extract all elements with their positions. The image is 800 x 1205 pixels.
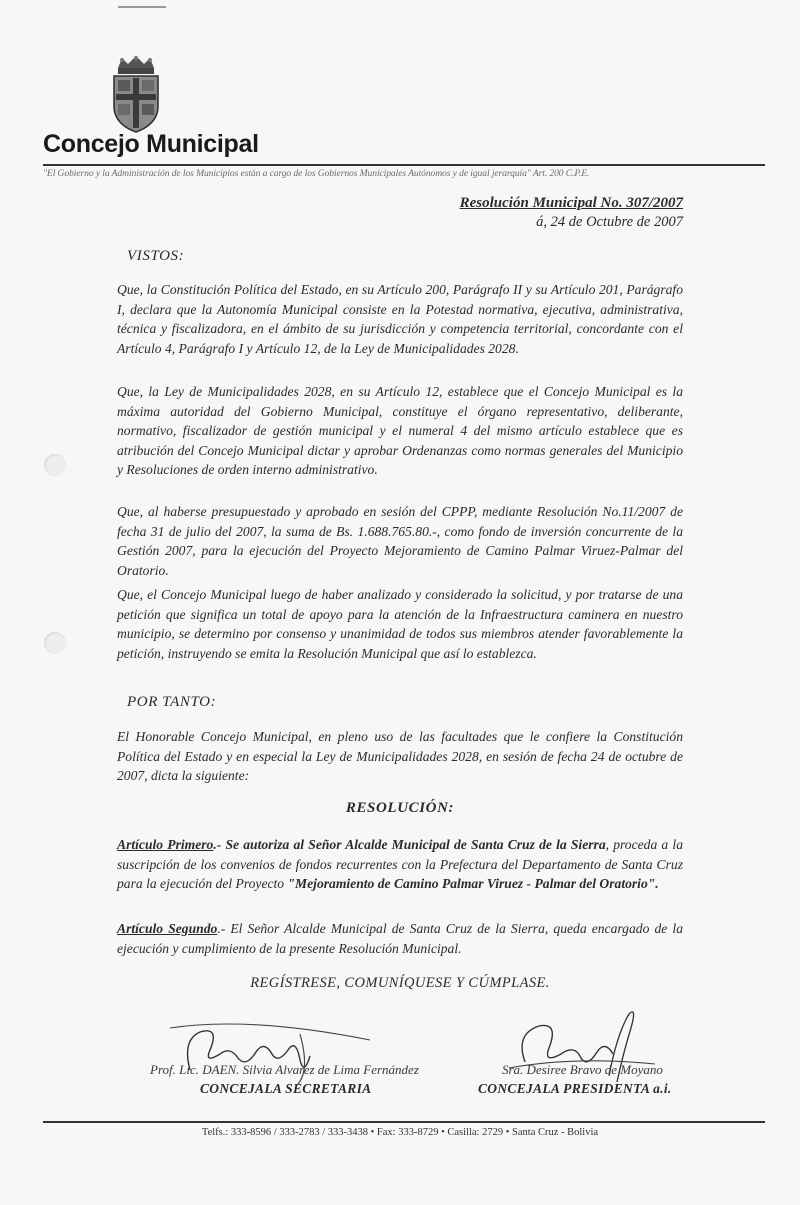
article-two — [117, 919, 683, 958]
vistos-heading: VISTOS: — [127, 248, 185, 264]
article-one-authorization: .- Se autoriza al Señor Alcalde Municipal de Santa Cruz de la Sierra — [213, 837, 606, 852]
org-name: Concejo Municipal — [43, 130, 259, 158]
signatory-secretaria-name: Prof. Lic. DAEN. Silvia Alvarez de Lima Fernández — [150, 1062, 419, 1077]
article-two-label: Artículo Segundo — [117, 921, 218, 936]
article-one — [117, 835, 683, 894]
punch-hole — [44, 454, 66, 476]
vistos-paragraph-4: Que, el Concejo Municipal luego de haber analizado y considerado la solicitud, y por tratarse de una petición que significa un total de apoyo para la atención de la Infraestructura caminera en nuestro municipio, se determino por consenso y unanimidad de todos sus miembros atender favorablemente la petición, instruyendo se emita la Resolución Municipal que así lo establezca. — [117, 587, 683, 661]
footer-rule — [43, 1121, 765, 1123]
signatory-presidenta-name: Sra. Desiree Bravo de Moyano — [502, 1062, 663, 1077]
signatory-presidenta — [478, 1062, 672, 1097]
por-tanto-heading: POR TANTO: — [127, 694, 217, 710]
footer-contact: Telfs.: 333-8596 / 333-2783 / 333-3438 • Fax: 333-8729 • Casilla: 2729 • Santa Cruz - Bolivia — [201, 1127, 599, 1138]
signatory-presidenta-role: CONCEJALA PRESIDENTA a.i. — [478, 1081, 672, 1096]
closing-formula: REGÍSTRESE, COMUNÍQUESE Y CÚMPLASE. — [250, 975, 550, 991]
header-motto: "El Gobierno y la Administración de los Municipios están a cargo de los Gobiernos Municipales Autónomos y de igual jerarquía" Art. 200 C.P.E. — [43, 168, 590, 179]
article-one-text: , proceda a la suscripción de los convenios de fondos recurrentes con la Prefectura del Departamento de Santa Cruz para la ejecución del Proyecto — [117, 837, 683, 892]
por-tanto-paragraph: El Honorable Concejo Municipal, en pleno uso de las facultades que le confiere la Constitución Política del Estado y en especial la Ley de Municipalidades 2028, en sesión de fecha 24 de octubre de 2007, dicta la siguiente: — [117, 729, 683, 784]
signatory-secretaria — [150, 1062, 419, 1097]
resolution-date: á, 24 de Octubre de 2007 — [536, 214, 683, 230]
punch-hole — [44, 632, 66, 654]
article-two-text: .- El Señor Alcalde Municipal de Santa Cruz de la Sierra, queda encargado de la ejecución y cumplimiento de la presente Resolución Municipal. — [117, 921, 683, 956]
vistos-paragraph-3: Que, al haberse presupuestado y aprobado en sesión del CPPP, mediante Resolución No.11/2007 de fecha 31 de julio del 2007, la suma de Bs. 1.688.765.80.-, como fondo de inversión concurrente de la Gestión 2007, para la ejecución del Proyecto Mejoramiento de Camino Palmar Viruez-Palmar del Oratorio. — [117, 504, 683, 578]
resolucion-heading: RESOLUCIÓN: — [345, 800, 455, 816]
article-one-project: "Mejoramiento de Camino Palmar Viruez - Palmar del Oratorio". — [287, 876, 659, 892]
vistos-paragraph-1: Que, la Constitución Política del Estado, en su Artículo 200, Parágrafo II y su Artículo 201, Parágrafo I, declara que la Autonomía Municipal consiste en la Potestad normativa, ejecutiva, administrativa, técnica y fiscalizadora, en el ámbito de su jurisdicción y competencia territorial, concordante con el Artículo 4, Parágrafo I y Artículo 12, de la Ley de Municipalidades 2028. — [117, 282, 683, 356]
resolution-number: Resolución Municipal No. 307/2007 — [459, 195, 683, 211]
coat-of-arms-icon — [108, 54, 164, 134]
header-rule — [43, 164, 765, 166]
signatory-secretaria-role: CONCEJALA SECRETARIA — [200, 1081, 372, 1096]
article-one-label: Artículo Primero — [117, 837, 214, 852]
vistos-paragraph-2: Que, la Ley de Municipalidades 2028, en su Artículo 12, establece que el Concejo Municipal es la máxima autoridad del Gobierno Municipal, constituye el órgano representativo, deliberante, normativo, fiscalizador de gestión municipal y el numeral 4 del mismo artículo establece que es atribución del Concejo Municipal dictar y aprobar Ordenanzas como normas generales del Municipio y Resoluciones de orden interno administrativo. — [117, 384, 683, 478]
scan-mark — [118, 6, 166, 8]
